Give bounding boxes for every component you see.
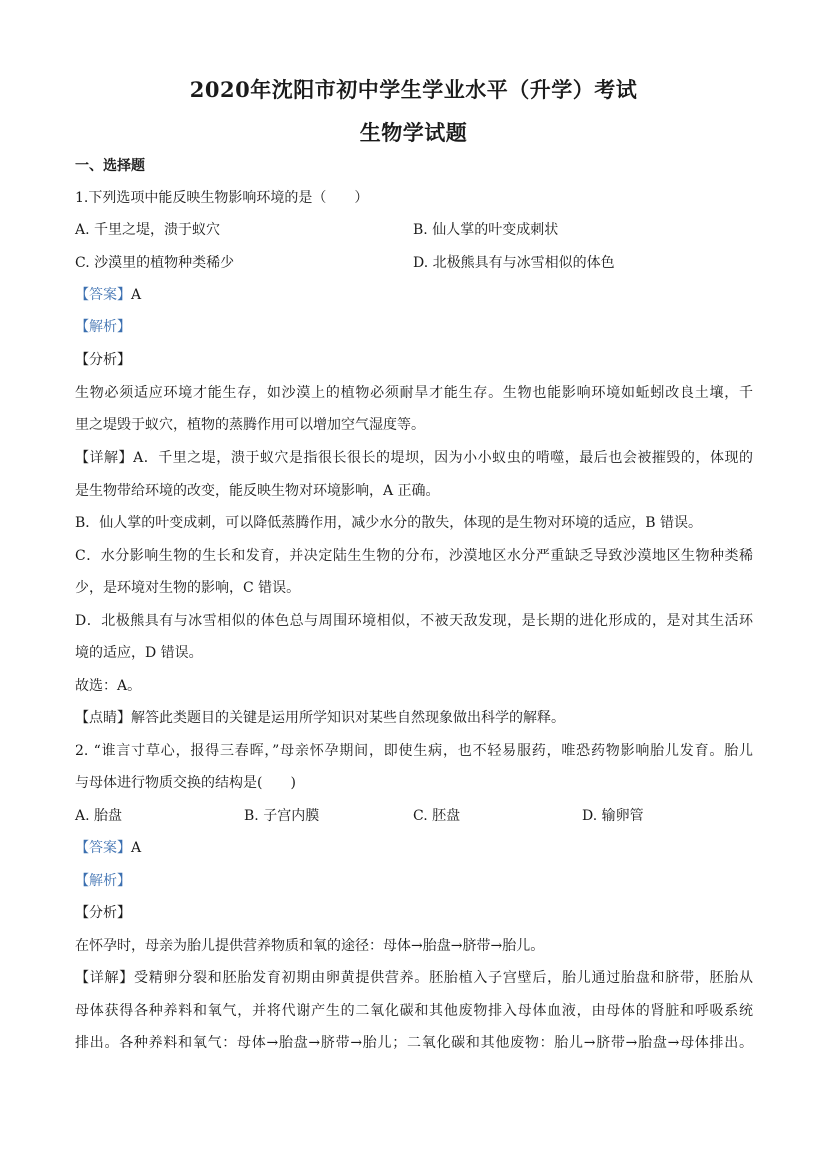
q1-detail-line-5: 少，是环境对生物的影响，C 错误。 [75,580,301,596]
q2-option-b: B. 子宫内膜 [244,808,320,824]
q2-stem-line-1: 2. “谁言寸草心，报得三春晖，”母亲怀孕期间，即使生病，也不轻易服药，唯恐药物影响胎儿发育。胎儿 [75,743,753,759]
q1-detail-tag: 【详解】 [75,450,134,466]
q2-answer-value: A [131,840,142,856]
q2-option-c: C. 胚盘 [413,808,461,824]
q1-conclusion: 故选：A。 [75,678,142,694]
q1-option-c: C. 沙漠里的植物种类稀少 [75,255,235,271]
q1-option-a: A. 千里之堤，溃于蚁穴 [75,222,221,238]
q1-detail-text-1: A．千里之堤，溃于蚁穴是指很长很长的堤坝，因为小小蚁虫的啃噬，最后也会被摧毁的，体现的 [133,450,753,466]
q1-detail-line-6: D．北极熊具有与冰雪相似的体色总与周围环境相似，不被天敌发现，是长期的进化形成的，是对其生活环 [75,613,753,629]
q2-detail-text-1: 受精卵分裂和胚胎发育初期由卵黄提供营养。胚胎植入子宫壁后，胎儿通过胎盘和脐带，胚胎从 [134,970,754,986]
q1-answer [75,285,753,305]
q1-detail-line-4: C．水分影响生物的生长和发育，并决定陆生生物的分布，沙漠地区水分严重缺乏导致沙漠地区生物种类稀 [75,548,753,564]
q1-fenxi-line-1: 生物必须适应环境才能生存，如沙漠上的植物必须耐旱才能生存。生物也能影响环境如蚯蚓改良土壤，千 [75,385,753,401]
q1-fenxi-line-2: 里之堤毁于蚁穴，植物的蒸腾作用可以增加空气湿度等。 [75,417,425,433]
q1-tip-text: 解答此类题目的关键是运用所学知识对某些自然现象做出科学的解释。 [131,710,565,726]
q2-fenxi-line-1: 在怀孕时，母亲为胎儿提供营养物质和氧的途径：母体→胎盘→脐带→胎儿。 [75,938,545,954]
q2-detail-tag: 【详解】 [75,970,135,986]
q1-option-b: B. 仙人掌的叶变成刺状 [413,222,559,238]
q1-answer-tag: 【答案】 [75,287,131,303]
section-heading: 一、选择题 [75,158,145,174]
q2-fenxi-tag: 【分析】 [75,905,131,921]
q2-option-d: D. 输卵管 [582,808,644,824]
q1-option-d: D. 北极熊具有与冰雪相似的体色 [413,255,615,271]
q2-answer [75,838,753,858]
q2-answer-tag: 【答案】 [75,840,131,856]
q1-detail-line-7: 境的适应，D 错误。 [75,645,203,661]
q1-detail-line-1 [75,448,753,468]
q2-stem-line-2: 与母体进行物质交换的结构是( ) [75,775,296,791]
q1-stem: 1.下列选项中能反映生物影响环境的是（ ） [75,190,369,206]
q2-option-a: A. 胎盘 [75,808,123,824]
q1-tip [75,708,753,728]
q2-detail-line-2: 母体获得各种养料和氧气，并将代谢产生的二氧化碳和其他废物排入母体血液，由母体的肾脏和呼吸系统 [75,1003,753,1019]
q1-fenxi-tag: 【分析】 [75,352,131,368]
q1-tip-tag: 【点睛】 [75,710,131,726]
q1-detail-line-3: B．仙人掌的叶变成刺，可以降低蒸腾作用，减少水分的散失，体现的是生物对环境的适应，B 错误。 [75,515,703,531]
page-subtitle: 生物学试题 [359,120,468,145]
q2-detail-line-3: 排出。各种养料和氧气：母体→胎盘→脐带→胎儿；二氧化碳和其他废物：胎儿→脐带→胎盘→母体排出。 [75,1035,753,1051]
q1-answer-value: A [131,287,142,303]
q1-analysis-tag: 【解析】 [75,319,131,335]
page-title: 2020年沈阳市初中学生学业水平（升学）考试 [189,77,638,102]
q2-analysis-tag: 【解析】 [75,873,131,889]
q1-detail-line-2: 是生物带给环境的改变，能反映生物对环境影响，A 正确。 [75,483,440,499]
q2-detail-line-1 [75,968,753,988]
